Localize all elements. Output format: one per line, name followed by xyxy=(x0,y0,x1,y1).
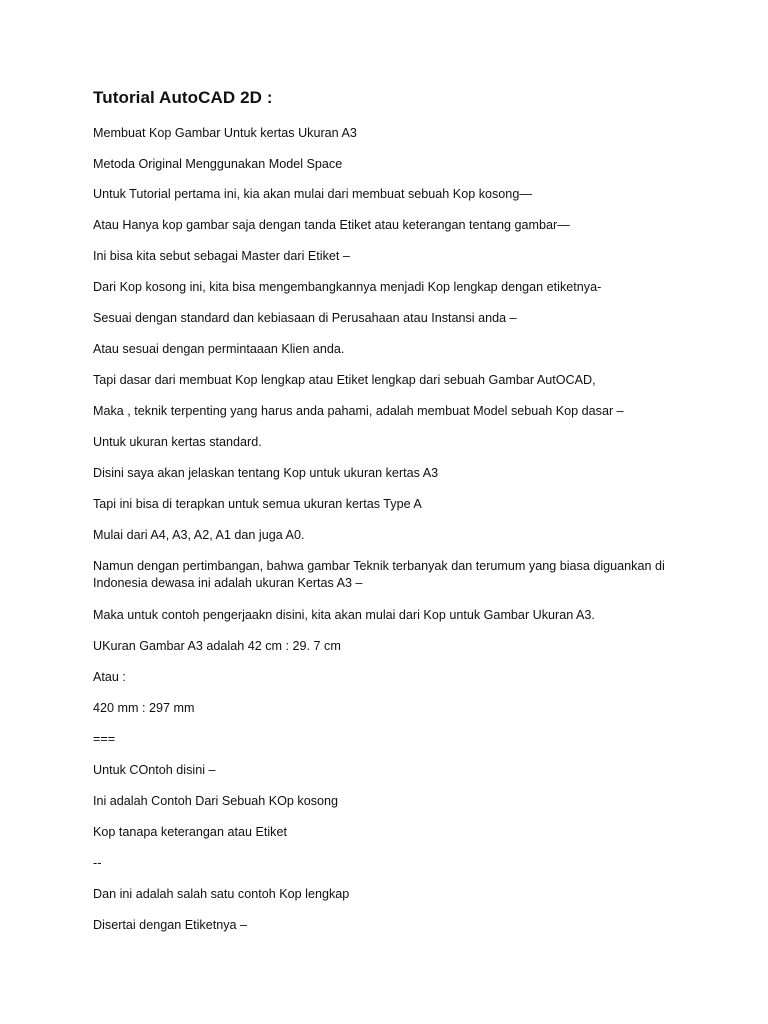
document-title: Tutorial AutoCAD 2D : xyxy=(93,88,273,107)
paragraph: Membuat Kop Gambar Untuk kertas Ukuran A3 xyxy=(93,126,357,140)
paragraph: 420 mm : 297 mm xyxy=(93,701,195,715)
paragraph: Dan ini adalah salah satu contoh Kop lengkap xyxy=(93,887,350,901)
paragraph: Atau Hanya kop gambar saja dengan tanda Etiket atau keterangan tentang gambar— xyxy=(93,218,570,232)
paragraph: Kop tanapa keterangan atau Etiket xyxy=(93,825,287,839)
paragraph: Tapi dasar dari membuat Kop lengkap atau Etiket lengkap dari sebuah Gambar AutOCAD, xyxy=(93,373,596,387)
paragraph: Untuk COntoh disini – xyxy=(93,763,216,777)
paragraph: Disertai dengan Etiketnya – xyxy=(93,918,248,932)
paragraph: Namun dengan pertimbangan, bahwa gambar Teknik terbanyak dan terumum yang biasa diguankan di Indonesia dewasa ini adalah ukuran Kertas A3 – xyxy=(93,559,665,590)
paragraph: Disini saya akan jelaskan tentang Kop untuk ukuran kertas A3 xyxy=(93,466,439,480)
paragraph: Atau : xyxy=(93,670,126,684)
paragraph: UKuran Gambar A3 adalah 42 cm : 29. 7 cm xyxy=(93,639,341,653)
paragraph: Atau sesuai dengan permintaaan Klien anda. xyxy=(93,342,345,356)
paragraph: Ini adalah Contoh Dari Sebuah KOp kosong xyxy=(93,794,339,808)
paragraph: Dari Kop kosong ini, kita bisa mengembangkannya menjadi Kop lengkap dengan etiketnya- xyxy=(93,280,602,294)
paragraph: Tapi ini bisa di terapkan untuk semua ukuran kertas Type A xyxy=(93,497,422,511)
paragraph: Ini bisa kita sebut sebagai Master dari Etiket – xyxy=(93,249,350,263)
paragraph: Untuk Tutorial pertama ini, kia akan mulai dari membuat sebuah Kop kosong— xyxy=(93,187,532,201)
paragraph: Mulai dari A4, A3, A2, A1 dan juga A0. xyxy=(93,528,305,542)
paragraph: Maka untuk contoh pengerjaakn disini, kita akan mulai dari Kop untuk Gambar Ukuran A3. xyxy=(93,608,595,622)
paragraph: Metoda Original Menggunakan Model Space xyxy=(93,157,343,171)
paragraph: Maka , teknik terpenting yang harus anda pahami, adalah membuat Model sebuah Kop dasar – xyxy=(93,404,624,418)
paragraph: -- xyxy=(93,856,102,870)
paragraph: Untuk ukuran kertas standard. xyxy=(93,435,262,449)
paragraph: Sesuai dengan standard dan kebiasaan di Perusahaan atau Instansi anda – xyxy=(93,311,517,325)
paragraph: === xyxy=(93,732,116,746)
